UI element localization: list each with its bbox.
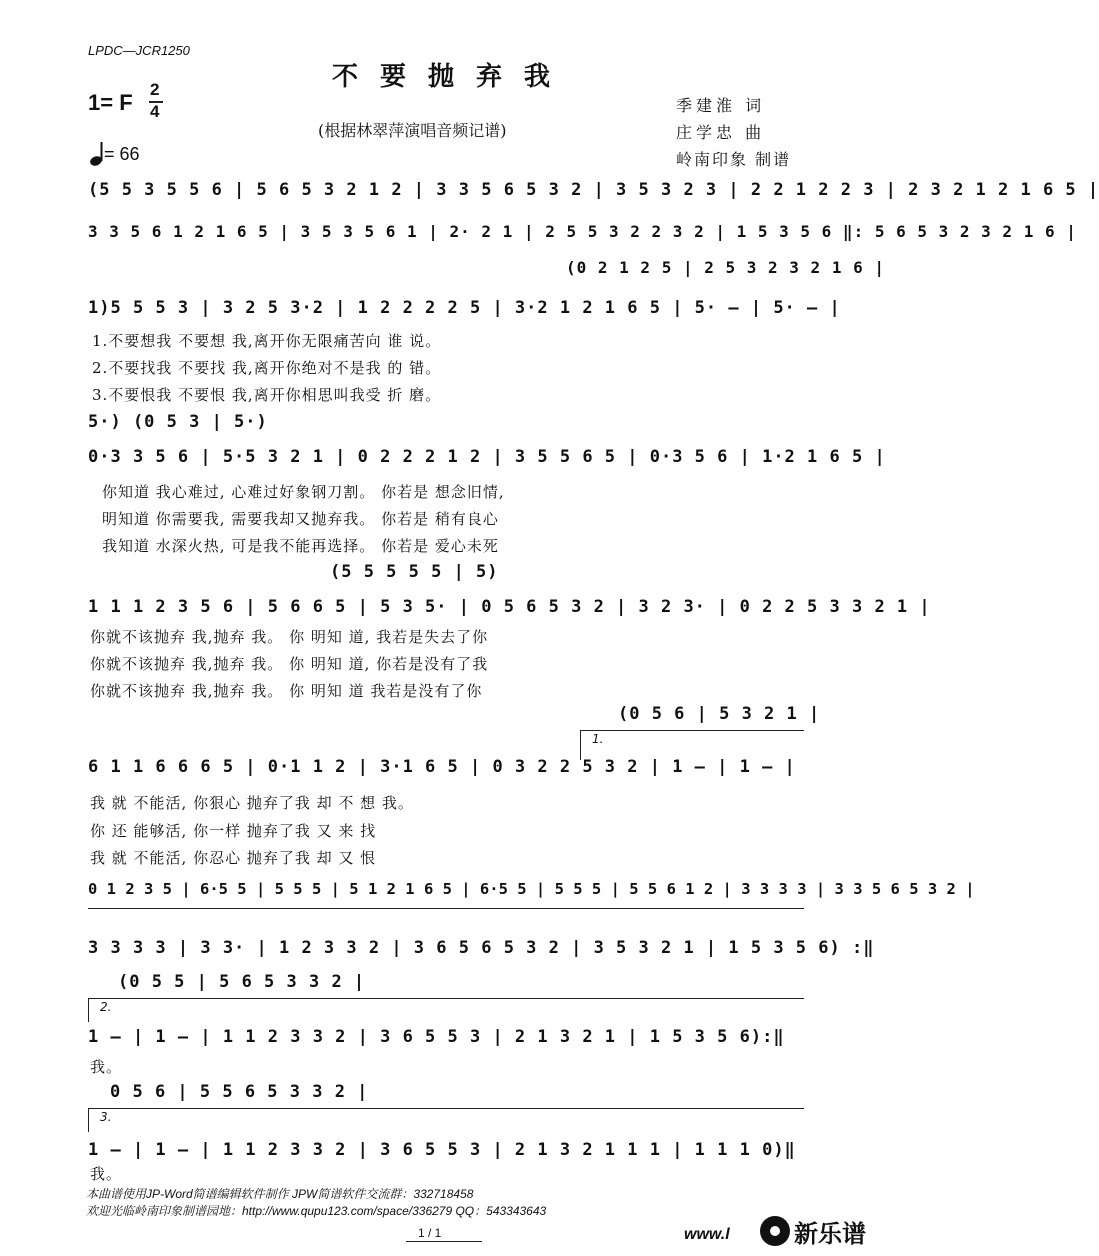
composer-credit: 庄学忠 曲 <box>676 123 766 142</box>
volta-bracket-2-edge <box>88 998 89 1022</box>
lyric-line: 我 就 不能活, 你忍心 抛弃了我 却 又 恨 <box>90 849 377 867</box>
lyric-line: 明知道 你需要我, 需要我却又抛弃我。 你若是 稍有良心 <box>102 510 499 528</box>
lyric-line: 你就不该抛弃 我,抛弃 我。 你 明知 道, 你若是没有了我 <box>90 655 489 673</box>
watermark-url: www.l <box>684 1226 730 1243</box>
lyric-line: 你就不该抛弃 我,抛弃 我。 你 明知 道, 我若是失去了你 <box>90 628 489 646</box>
lyric-line: 1.不要想我 不要想 我,离开你无限痛苦向 谁 说。 <box>92 332 442 350</box>
lyricist-credit: 季建淮 词 <box>676 96 766 115</box>
interlude-row: (5 5 5 5 5 | 5) <box>330 562 499 582</box>
page-number: 1 / 1 <box>418 1226 442 1240</box>
page-title: 不要抛弃我 <box>332 62 573 92</box>
system-divider <box>88 908 804 909</box>
notation-row: (5 5 3 5 5 6 | 5 6 5 3 2 1 2 | 3 3 5 6 5 3 2 | 3 5 3 2 3 | 2 2 1 2 2 3 | 2 3 2 1 2 1 6 5 | <box>88 180 1099 200</box>
interlude-row: 5·) (0 5 3 | 5·) <box>88 412 268 432</box>
volta-bracket-3 <box>88 1108 804 1109</box>
lyric-line: 我。 <box>90 1165 123 1183</box>
volta-label-3: 3. <box>100 1110 112 1124</box>
notation-row: 1 — | 1 — | 1 1 2 3 3 2 | 3 6 5 5 3 | 2 1 3 2 1 | 1 5 3 5 6):‖ <box>88 1027 785 1047</box>
lyric-line: 你 还 能够活, 你一样 抛弃了我 又 来 找 <box>90 822 377 840</box>
record-disc-icon <box>760 1216 790 1246</box>
notation-row: 6 1 1 6 6 6 5 | 0·1 1 2 | 3·1 6 5 | 0 3 2 2 5 3 2 | 1 — | 1 — | <box>88 757 796 777</box>
volta-bracket-3-edge <box>88 1108 89 1132</box>
time-signature-top: 2 <box>150 80 160 99</box>
time-signature-bottom: 4 <box>150 102 160 121</box>
footer-website-note: 欢迎光临岭南印象制谱园地：http://www.qupu123.com/space/336279 QQ：543343643 <box>86 1204 547 1218</box>
notation-row: 0·3 3 5 6 | 5·5 3 2 1 | 0 2 2 2 1 2 | 3 5 5 6 5 | 0·3 5 6 | 1·2 1 6 5 | <box>88 447 886 467</box>
lyric-line: 我 就 不能活, 你狠心 抛弃了我 却 不 想 我。 <box>90 794 414 812</box>
interlude-row: 0 5 6 | 5 5 6 5 3 3 2 | <box>110 1082 369 1102</box>
arranger-credit: 岭南印象 制谱 <box>676 150 792 169</box>
lyric-line: 我。 <box>90 1058 123 1076</box>
interlude-row: (0 5 5 | 5 6 5 3 3 2 | <box>118 972 366 992</box>
tempo-marking: = 66 <box>104 144 140 164</box>
key-signature: 1= F <box>88 90 133 115</box>
volta-label-2: 2. <box>100 1000 112 1014</box>
notation-row: 3 3 5 6 1 2 1 6 5 | 3 5 3 5 6 1 | 2· 2 1 | 2 5 5 3 2 2 3 2 | 1 5 3 5 6 ‖: 5 6 5 3 2 3 2 1 6 | <box>88 222 1077 241</box>
site-logo-text: 新乐谱 <box>794 1220 866 1248</box>
notation-row: 1 1 1 2 3 5 6 | 5 6 6 5 | 5 3 5· | 0 5 6 5 3 2 | 3 2 3· | 0 2 2 5 3 3 2 1 | <box>88 597 931 617</box>
lyric-line: 你就不该抛弃 我,抛弃 我。 你 明知 道 我若是没有了你 <box>90 682 483 700</box>
notation-row: 1)5 5 5 3 | 3 2 5 3·2 | 1 2 2 2 2 5 | 3·2 1 2 1 6 5 | 5· — | 5· — | <box>88 298 841 318</box>
volta-label-1: 1. <box>592 732 604 746</box>
interlude-row: (0 2 1 2 5 | 2 5 3 2 3 2 1 6 | <box>566 258 885 277</box>
volta-bracket-2 <box>88 998 804 999</box>
site-logo <box>760 1212 888 1256</box>
volta-bracket-1 <box>580 730 804 731</box>
footer-software-note: 本曲谱使用JP-Word简谱编辑软件制作 JPW简谱软件交流群：332718458 <box>86 1187 474 1201</box>
lyric-line: 2.不要找我 不要找 我,离开你绝对不是我 的 错。 <box>92 359 442 377</box>
score-code: LPDC—JCR1250 <box>88 43 190 58</box>
volta-bracket-1-edge <box>580 730 581 760</box>
lyric-line: 我知道 水深火热, 可是我不能再选择。 你若是 爱心未死 <box>102 537 499 555</box>
lyric-line: 3.不要恨我 不要恨 我,离开你相思叫我受 折 磨。 <box>92 386 442 404</box>
notation-row: 1 — | 1 — | 1 1 2 3 3 2 | 3 6 5 5 3 | 2 1 3 2 1 1 1 | 1 1 1 0)‖ <box>88 1140 796 1160</box>
page-number-underline <box>406 1241 482 1242</box>
interlude-row: (0 5 6 | 5 3 2 1 | <box>618 704 821 724</box>
notation-row: 3 3 3 3 | 3 3· | 1 2 3 3 2 | 3 6 5 6 5 3 2 | 3 5 3 2 1 | 1 5 3 5 6) :‖ <box>88 938 875 958</box>
notation-row: 0 1 2 3 5 | 6·5 5 | 5 5 5 | 5 1 2 1 6 5 | 6·5 5 | 5 5 5 | 5 5 6 1 2 | 3 3 3 3 | 3 3 5 6 5 3 2 | <box>88 880 975 898</box>
lyric-line: 你知道 我心难过, 心难过好象钢刀割。 你若是 想念旧情, <box>102 483 505 501</box>
subtitle: (根据林翠萍演唱音频记谱) <box>318 121 507 140</box>
